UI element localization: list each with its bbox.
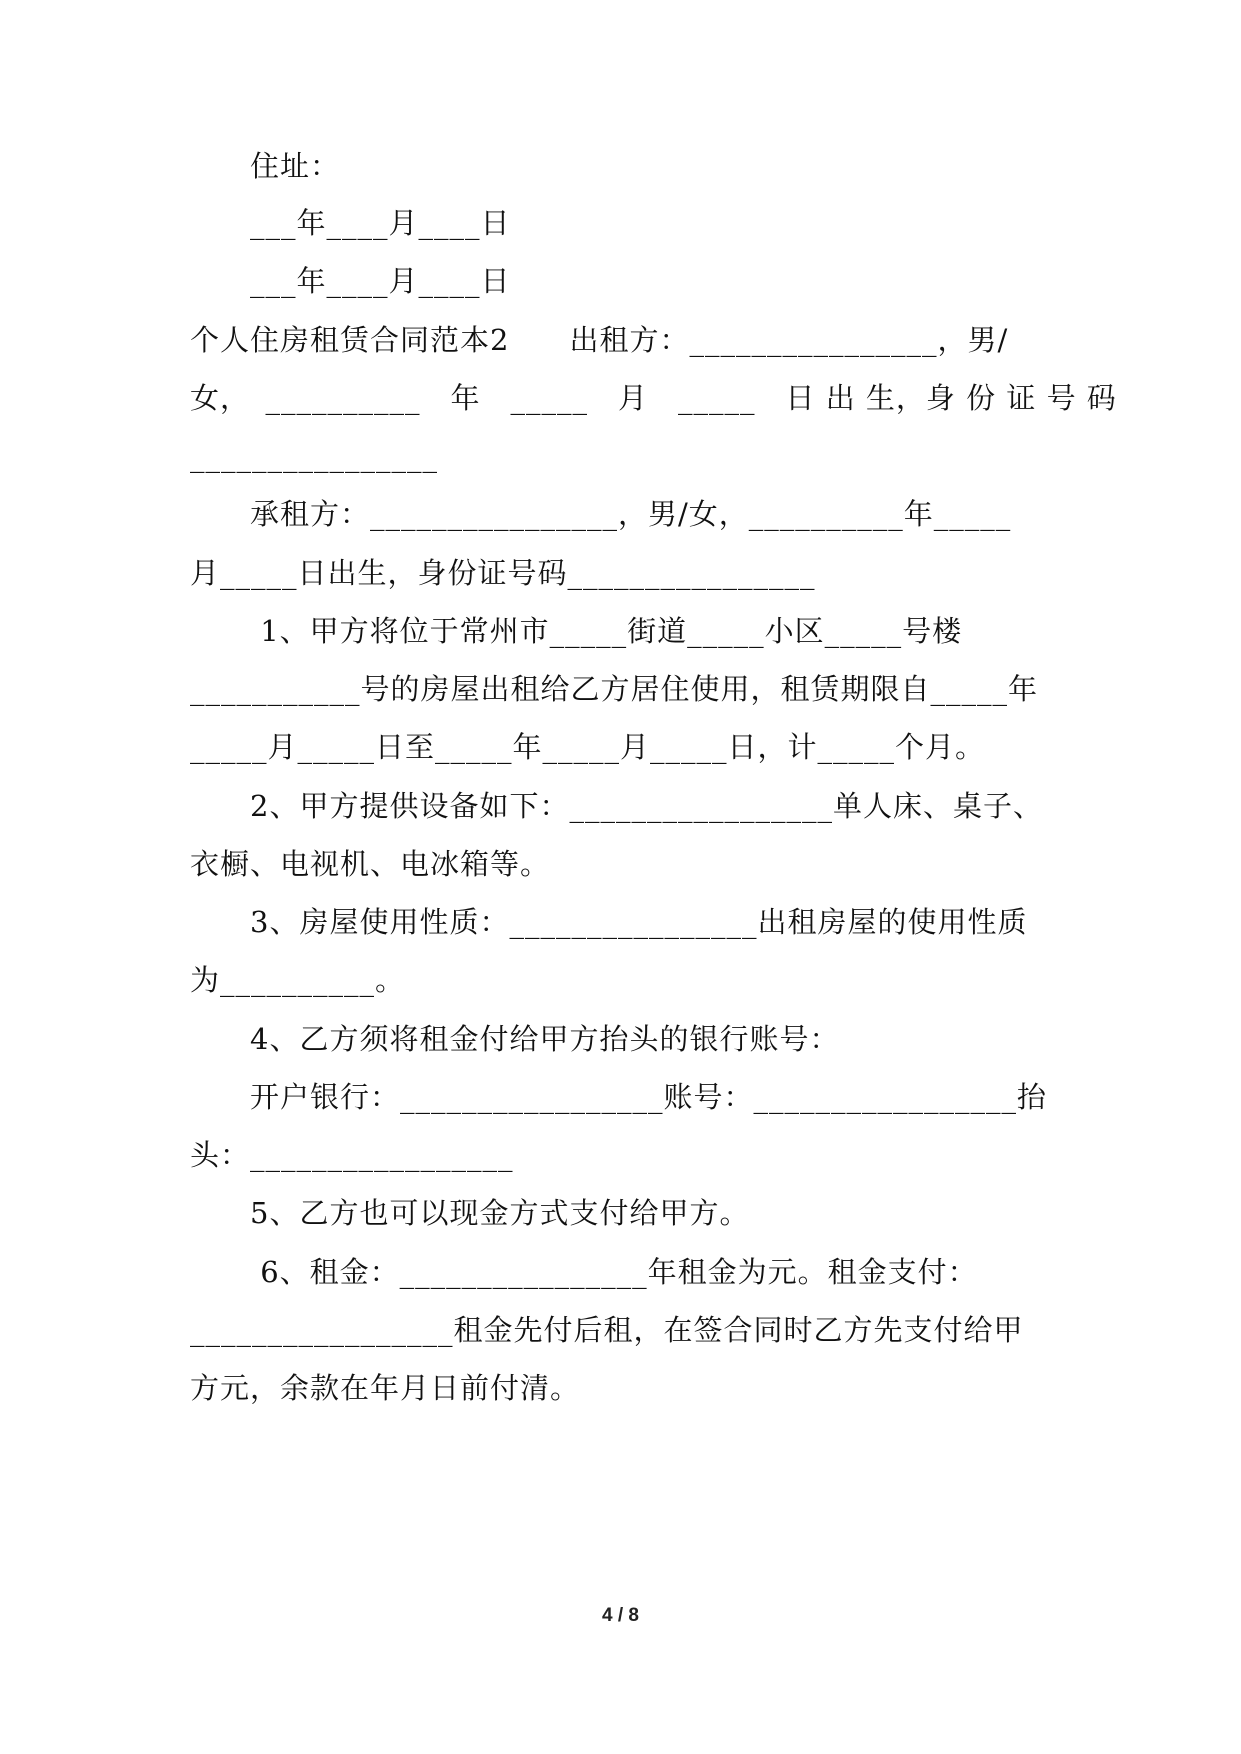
lessee-line-2: 月_____日出生，身份证号码________________ [190, 556, 816, 590]
clause-6-line-1: 6、租金：________________年租金为元。租金支付： [250, 1255, 978, 1289]
clause-6-line-3: 方元，余款在年月日前付清。 [190, 1371, 581, 1405]
clause-2-line-1: 2、甲方提供设备如下：_________________单人床、桌子、 [250, 789, 1043, 823]
clause-1-line-2: ___________号的房屋出租给乙方居住使用，租赁期限自_____年 [190, 672, 1039, 706]
contract-title-lessor: 个人住房租赁合同范本2 出租方：________________，男/ [190, 323, 1009, 357]
bank-account-line: 开户银行：_________________账号：_________________抬 [250, 1080, 1048, 1114]
address-line: 住址： [250, 149, 341, 183]
clause-4-line-1: 4、乙方须将租金付给甲方抬头的银行账号： [250, 1022, 840, 1056]
date-line-2: ___年____月____日 [250, 264, 511, 298]
account-header-line: 头：_________________ [190, 1138, 514, 1172]
lessor-id-blank: ________________ [190, 439, 438, 473]
lessee-line-1: 承租方：________________，男/女，__________年_____ [250, 497, 1012, 531]
clause-1-line-3: _____月_____日至_____年_____月_____日，计_____个月。 [190, 730, 986, 764]
clause-3-line-2: 为__________。 [190, 963, 406, 997]
clause-3-line-1: 3、房屋使用性质：________________出租房屋的使用性质 [250, 905, 1028, 939]
clause-6-line-2: _________________租金先付后租，在签合同时乙方先支付给甲 [190, 1313, 1024, 1347]
page-number: 4 / 8 [602, 1605, 639, 1626]
date-line-1: ___年____月____日 [250, 206, 511, 240]
clause-2-line-2: 衣橱、电视机、电冰箱等。 [190, 847, 551, 881]
clause-5-line: 5、乙方也可以现金方式支付给甲方。 [250, 1196, 750, 1230]
lessor-birth-id: 女， __________ 年 _____ 月 _____ 日 出 生，身 份 证 号 码 [190, 381, 1117, 415]
clause-1-line-1: 1、甲方将位于常州市_____街道_____小区_____号楼 [250, 614, 963, 648]
